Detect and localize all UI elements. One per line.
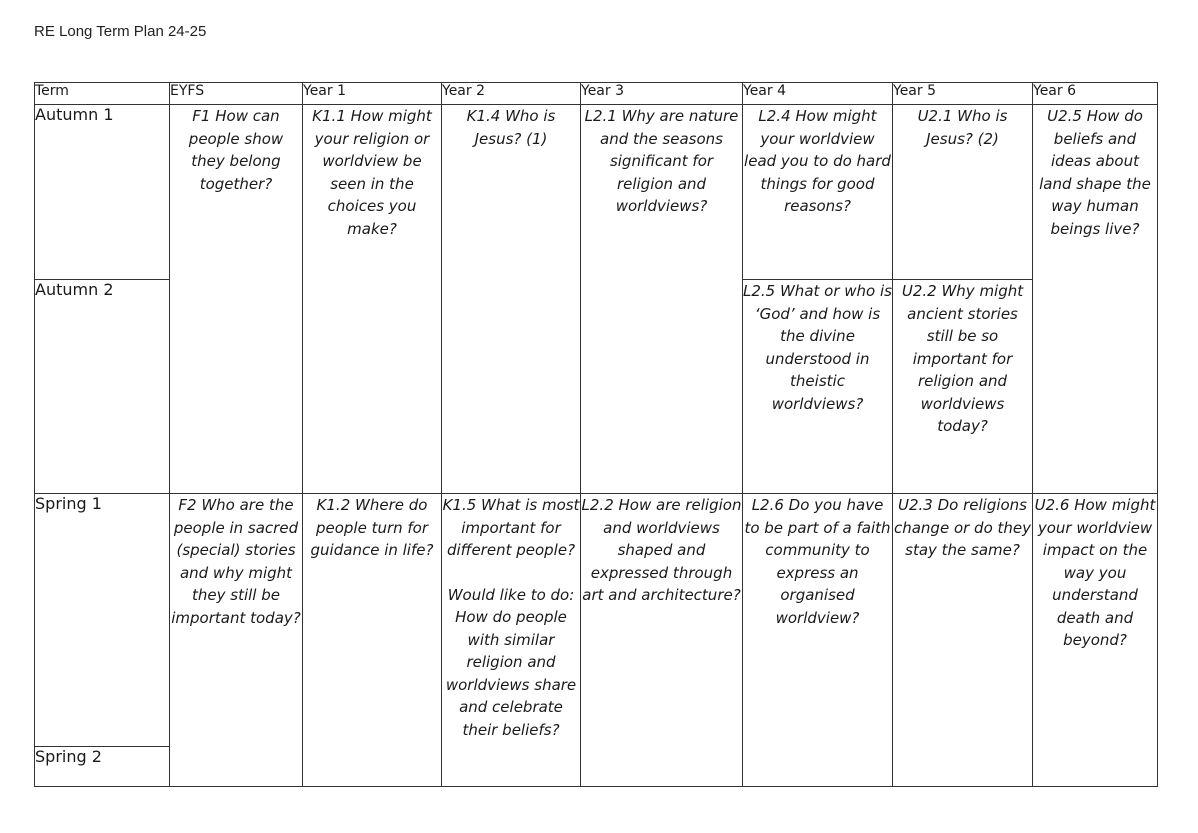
header-year-2: Year 2 <box>442 83 581 105</box>
cell-autumn-year-1: K1.1 How might your religion or worldview be seen in the choices you make? <box>303 105 442 494</box>
cell-spring-year-4: L2.6 Do you have to be part of a faith community to express an organised worldview? <box>743 494 893 787</box>
term-autumn-2: Autumn 2 <box>35 280 170 494</box>
header-year-6: Year 6 <box>1033 83 1158 105</box>
term-autumn-1: Autumn 1 <box>35 105 170 280</box>
long-term-plan-table <box>34 82 1158 787</box>
header-year-3: Year 3 <box>581 83 743 105</box>
header-year-1: Year 1 <box>303 83 442 105</box>
cell-spring-year-3: L2.2 How are religion and worldviews shaped and expressed through art and architecture? <box>581 494 743 787</box>
cell-spring-eyfs: F2 Who are the people in sacred (special) stories and why might they still be important today? <box>170 494 303 787</box>
cell-spring-year-6: U2.6 How might your worldview impact on the way you understand death and beyond? <box>1033 494 1158 787</box>
cell-spring-year-2 <box>442 494 581 787</box>
cell-autumn-1-year-4: L2.4 How might your worldview lead you to do hard things for good reasons? <box>743 105 893 280</box>
cell-autumn-year-6: U2.5 How do beliefs and ideas about land shape the way human beings live? <box>1033 105 1158 494</box>
cell-autumn-2-year-4: L2.5 What or who is ‘God’ and how is the divine understood in theistic worldviews? <box>743 280 893 494</box>
spring-year-2-note: Would like to do: How do people with similar religion and worldviews share and celebrate their beliefs? <box>445 585 577 739</box>
header-year-5: Year 5 <box>893 83 1033 105</box>
document-title: RE Long Term Plan 24-25 <box>34 23 207 40</box>
row-spring-1 <box>35 494 1158 747</box>
cell-autumn-eyfs: F1 How can people show they belong together? <box>170 105 303 494</box>
header-row <box>35 83 1158 105</box>
cell-autumn-year-3: L2.1 Why are nature and the seasons significant for religion and worldviews? <box>581 105 743 494</box>
cell-autumn-year-2: K1.4 Who is Jesus? (1) <box>442 105 581 494</box>
cell-spring-year-1: K1.2 Where do people turn for guidance in life? <box>303 494 442 787</box>
term-spring-1: Spring 1 <box>35 494 170 747</box>
spring-year-2-unit: K1.5 What is most important for different people? <box>442 496 580 559</box>
cell-autumn-1-year-5: U2.1 Who is Jesus? (2) <box>893 105 1033 280</box>
header-term: Term <box>35 83 170 105</box>
cell-spring-year-5: U2.3 Do religions change or do they stay the same? <box>893 494 1033 787</box>
header-eyfs: EYFS <box>170 83 303 105</box>
term-spring-2: Spring 2 <box>35 747 170 787</box>
header-year-4: Year 4 <box>743 83 893 105</box>
cell-autumn-2-year-5: U2.2 Why might ancient stories still be so important for religion and worldviews today? <box>893 280 1033 494</box>
row-autumn-1 <box>35 105 1158 280</box>
